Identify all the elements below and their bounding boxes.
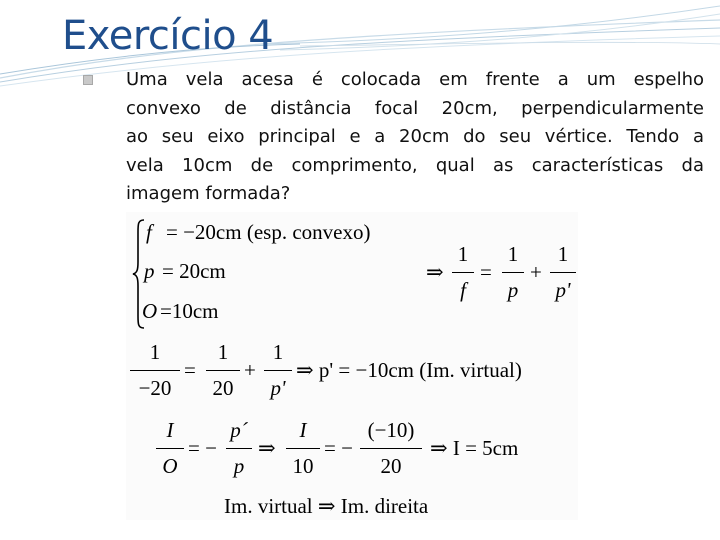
fraction-I-over-O [156,418,184,488]
plus-sign: + [530,260,542,284]
statement-line: vela 10cm de comprimento, qual as características da [126,154,704,176]
statement-line: ao seu eixo principal e a 20cm do seu vértice. Tendo a [126,126,704,147]
given-f-value: = −20cm (esp. convexo) [166,220,371,244]
equals-sign: = [480,260,492,284]
numerator: I [166,418,174,442]
conclusion-text: Im. virtual ⇒ Im. direita [224,494,429,518]
numerator: I [299,418,307,442]
image-size-result: ⇒ I = 5cm [430,436,519,460]
fraction-p-prime-over-p [226,418,252,488]
implies-arrow: ⇒ [426,260,444,284]
image-distance-result: ⇒ p' = −10cm (Im. virtual) [296,358,522,382]
statement-line: Uma vela acesa é colocada em frente a um espelho [126,69,704,90]
exercise-statement [126,66,704,209]
equals-minus-sign: = − [188,436,217,460]
denominator: p [507,278,519,302]
fraction-1-over-20 [206,340,240,410]
statement-line: convexo de distância focal 20cm, perpendicularmente [126,97,704,119]
given-p-value: = 20cm [162,259,226,283]
plus-sign: + [244,358,256,382]
numerator: 1 [557,242,569,266]
numerator: 1 [272,340,284,364]
denominator: O [162,454,178,478]
given-p-symbol: p [144,259,155,283]
fraction-1-over-minus20 [130,340,180,410]
denominator: f [460,278,466,302]
fraction-1-over-p-prime [550,242,576,312]
denominator: p [233,454,245,478]
denominator: 10 [292,454,314,478]
numerator: p´ [230,418,248,442]
statement-line: imagem formada? [126,183,291,204]
numerator: 1 [217,340,229,364]
numerator: 1 [457,242,469,266]
given-o-symbol: O [142,299,158,323]
numerator: (−10) [367,418,415,442]
fraction-minus10-over-20 [360,418,422,488]
solution-math-block [126,212,578,520]
fraction-1-over-f [452,242,474,312]
denominator: p' [270,376,286,400]
denominator: 20 [380,454,402,478]
denominator: 20 [212,376,234,400]
numerator: 1 [507,242,519,266]
given-f-symbol: f [146,220,152,244]
denominator: −20 [138,376,172,400]
slide-title: Exercício 4 [62,13,274,59]
numerator: 1 [149,340,161,364]
equals-minus-sign: = − [324,436,353,460]
implies-arrow: ⇒ [258,436,276,460]
fraction-1-over-p-prime [264,340,292,410]
given-o-value: =10cm [160,299,219,323]
equals-sign: = [184,358,196,382]
denominator: p' [555,278,571,302]
bullet-square-icon [83,75,93,85]
fraction-I-over-10 [286,418,320,488]
fraction-1-over-p [502,242,524,312]
